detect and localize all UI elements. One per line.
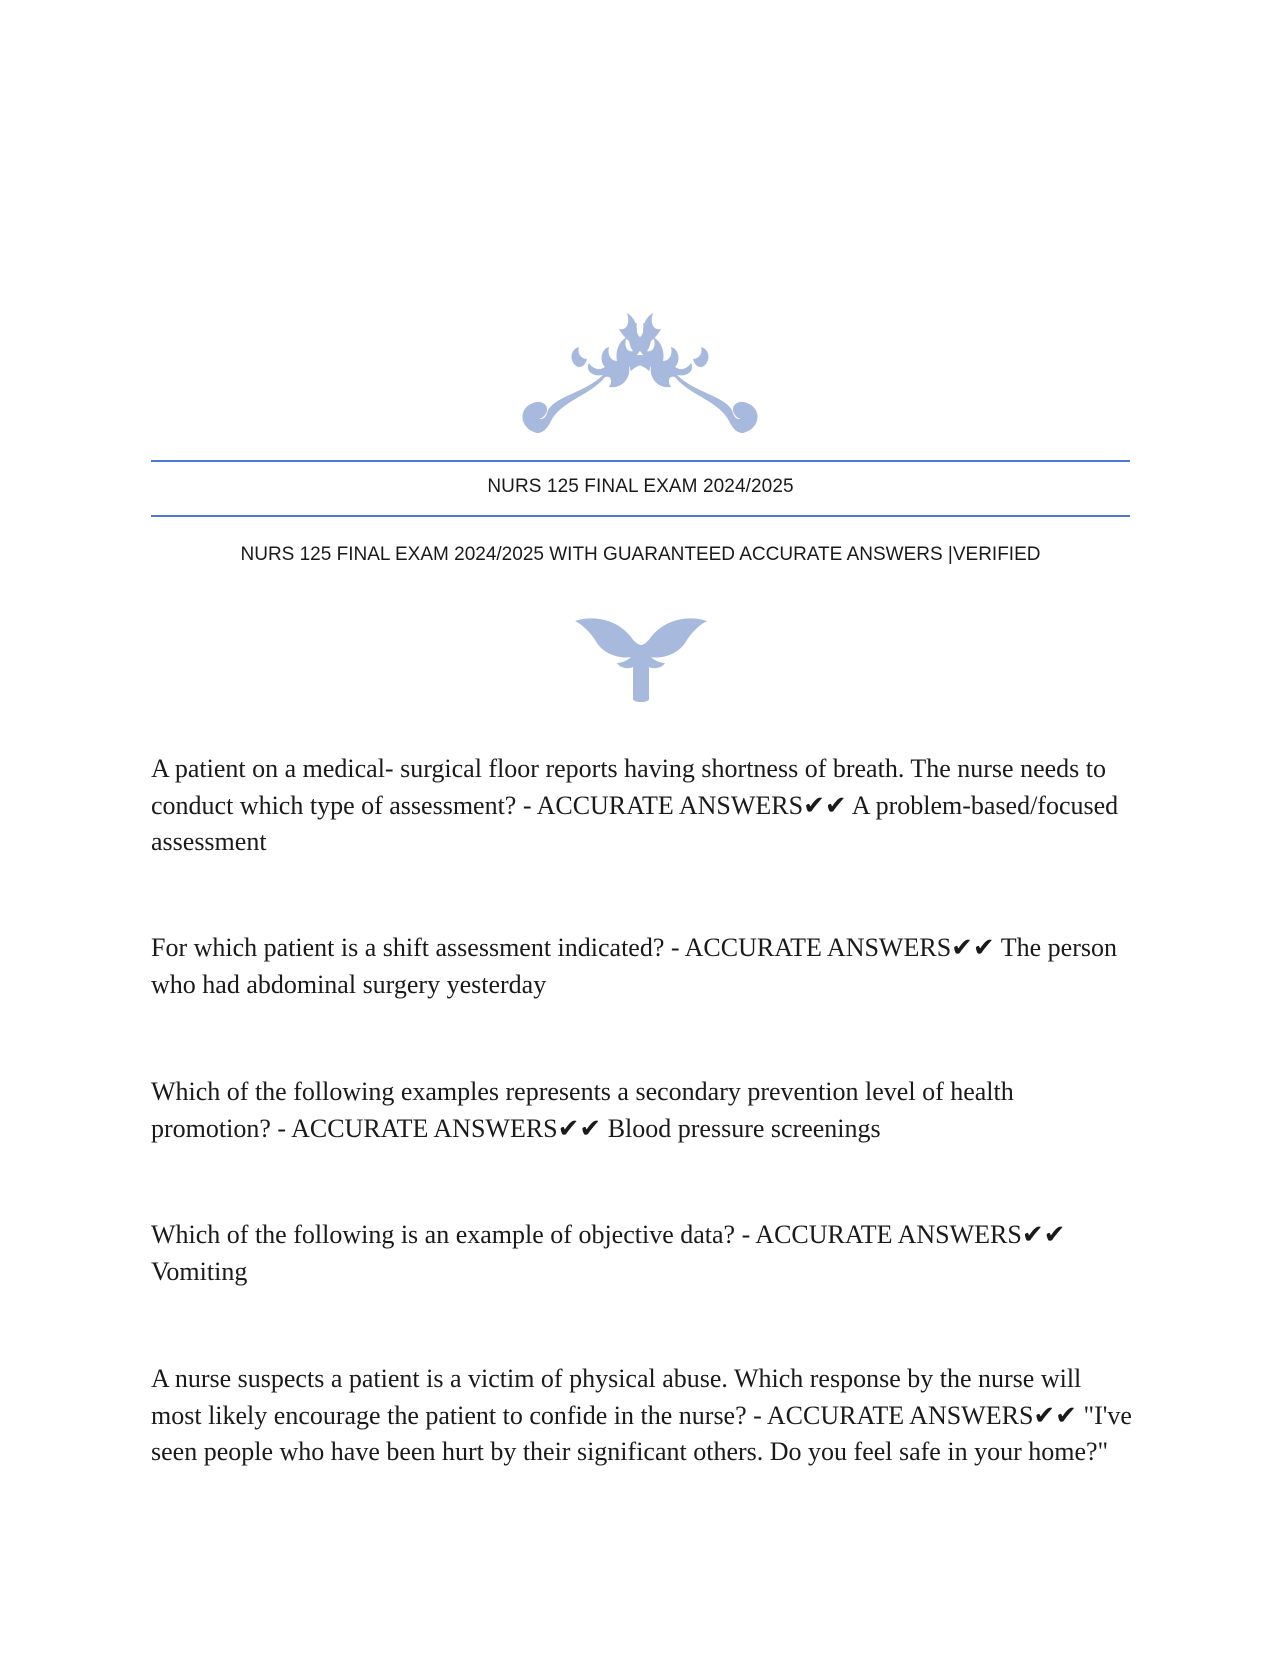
- document-subtitle: NURS 125 FINAL EXAM 2024/2025 WITH GUARANTEED ACCURATE ANSWERS |VERIFIED: [240, 544, 1041, 565]
- header-rule-top: [151, 460, 1130, 462]
- fleuron-ornament-icon: [573, 615, 709, 703]
- qa-item-2: For which patient is a shift assessment indicated? - ACCURATE ANSWERS✔✔ The person who had abdominal surgery yesterday: [151, 933, 1117, 999]
- header-rule-bottom: [151, 515, 1130, 517]
- qa-item-1: A patient on a medical- surgical floor reports having shortness of breath. The nurse needs to conduct which type of assessment? - ACCURATE ANSWERS✔✔ A problem-based/focused assessment: [151, 754, 1119, 856]
- flourish-ornament-icon: [515, 305, 765, 440]
- qa-item-4: Which of the following is an example of objective data? - ACCURATE ANSWERS✔✔ Vomiting: [151, 1220, 1066, 1286]
- qa-item-3: Which of the following examples represents a secondary prevention level of health promotion? - ACCURATE ANSWERS✔✔ Blood pressure screenings: [151, 1077, 1014, 1143]
- page-title: NURS 125 FINAL EXAM 2024/2025: [487, 476, 794, 497]
- qa-item-5: A nurse suspects a patient is a victim of physical abuse. Which response by the nurse will most likely encourage the patient to confide in the nurse? - ACCURATE ANSWERS✔✔ "I've seen people who have been hurt by their significant others. Do you feel safe in your home?": [151, 1364, 1132, 1466]
